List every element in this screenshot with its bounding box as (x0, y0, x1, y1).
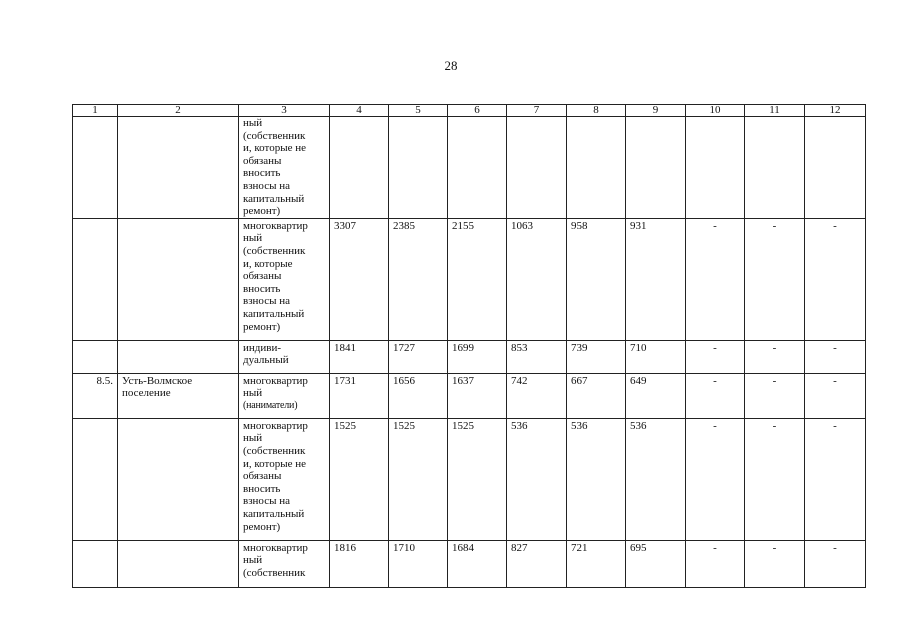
housing-type-line: дуальный (243, 354, 289, 367)
housing-type-line: ный (243, 117, 263, 129)
settlement-cell (118, 340, 239, 373)
housing-type-line: вносить (243, 167, 281, 180)
housing-type-cell (239, 218, 330, 340)
row-number-cell (73, 218, 118, 340)
housing-type-line: ный (243, 554, 263, 567)
housing-type-line: капитальный (243, 307, 305, 320)
value-cell: 710 (626, 340, 686, 373)
value-cell: 667 (567, 373, 626, 418)
value-cell: 536 (626, 418, 686, 540)
housing-type-line: взносы на (243, 295, 290, 308)
dash-cell: - (805, 218, 866, 340)
dash-cell: - (686, 218, 745, 340)
tariff-table (72, 104, 866, 588)
housing-type-line: ремонт) (243, 320, 281, 333)
housing-type-line: индиви- (243, 341, 282, 354)
dash-cell: - (745, 340, 805, 373)
value-cell: 827 (507, 540, 567, 587)
housing-type-cell (239, 340, 330, 373)
header-cell: 11 (745, 105, 805, 117)
header-cell: 6 (448, 105, 507, 117)
value-cell: 1525 (330, 418, 389, 540)
value-cell: 1727 (389, 340, 448, 373)
housing-type-line: многоквартир (243, 374, 308, 387)
dash-cell: - (745, 218, 805, 340)
value-cell: 958 (567, 218, 626, 340)
dash-cell: - (745, 418, 805, 540)
value-cell (448, 117, 507, 219)
housing-type-line: обязаны (243, 270, 282, 283)
table-row (73, 340, 866, 373)
housing-type-cell (239, 117, 330, 219)
page-number: 28 (444, 58, 458, 73)
value-cell: 1699 (448, 340, 507, 373)
housing-type-line: и, которые (243, 257, 293, 270)
housing-type-line: взносы на (243, 179, 290, 192)
value-cell: 1637 (448, 373, 507, 418)
housing-type-line: вносить (243, 482, 281, 495)
dash-cell: - (745, 540, 805, 587)
housing-type-cell (239, 540, 330, 587)
housing-type-line: многоквартир (243, 219, 308, 232)
dash-cell: - (805, 340, 866, 373)
settlement-cell (118, 418, 239, 540)
dash-cell: - (686, 340, 745, 373)
housing-type-cell (239, 418, 330, 540)
value-cell: 3307 (330, 218, 389, 340)
value-cell (507, 117, 567, 219)
value-cell: 1816 (330, 540, 389, 587)
housing-type-cell (239, 373, 330, 418)
housing-type-line: капитальный (243, 192, 305, 205)
housing-type-line: многоквартир (243, 541, 308, 554)
housing-type-line: обязаны (243, 470, 282, 483)
housing-type-line: (собственник (243, 566, 306, 579)
value-cell: 739 (567, 340, 626, 373)
settlement-cell: Усть-Волмское поселение (118, 373, 239, 418)
header-cell: 5 (389, 105, 448, 117)
dash-cell (686, 117, 745, 219)
row-number-cell (73, 540, 118, 587)
settlement-cell (118, 540, 239, 587)
housing-type-line: вносить (243, 282, 281, 295)
table-row (73, 117, 866, 219)
row-number-cell (73, 340, 118, 373)
value-cell: 536 (507, 418, 567, 540)
dash-cell: - (686, 418, 745, 540)
settlement-cell (118, 218, 239, 340)
value-cell: 1684 (448, 540, 507, 587)
dash-cell (745, 117, 805, 219)
value-cell: 1710 (389, 540, 448, 587)
row-number-cell: 8.5. (73, 373, 118, 418)
header-cell: 9 (626, 105, 686, 117)
value-cell: 721 (567, 540, 626, 587)
table-row (73, 373, 866, 418)
header-cell: 4 (330, 105, 389, 117)
value-cell: 742 (507, 373, 567, 418)
value-cell: 2385 (389, 218, 448, 340)
value-cell (389, 117, 448, 219)
housing-type-line: обязаны (243, 154, 282, 167)
header-cell: 1 (73, 105, 118, 117)
settlement-cell (118, 117, 239, 219)
value-cell: 1525 (448, 418, 507, 540)
housing-type-line: (собственник (243, 444, 306, 457)
housing-type-line: ный (243, 432, 263, 445)
table-row (73, 418, 866, 540)
header-cell: 8 (567, 105, 626, 117)
housing-type-line: ремонт) (243, 520, 281, 533)
dash-cell: - (686, 540, 745, 587)
housing-type-line: ный (243, 387, 263, 400)
header-cell: 3 (239, 105, 330, 117)
value-cell (330, 117, 389, 219)
housing-type-line: взносы на (243, 495, 290, 508)
value-cell: 1525 (389, 418, 448, 540)
value-cell: 931 (626, 218, 686, 340)
header-cell: 7 (507, 105, 567, 117)
row-number-cell (73, 117, 118, 219)
value-cell: 1841 (330, 340, 389, 373)
dash-cell: - (805, 373, 866, 418)
header-row (73, 105, 866, 117)
value-cell: 1063 (507, 218, 567, 340)
housing-type-line: и, которые не (243, 142, 306, 155)
housing-type-line: ремонт) (243, 205, 281, 218)
dash-cell (805, 117, 866, 219)
value-cell: 1731 (330, 373, 389, 418)
value-cell: 1656 (389, 373, 448, 418)
value-cell: 695 (626, 540, 686, 587)
value-cell: 536 (567, 418, 626, 540)
housing-type-line: и, которые не (243, 457, 306, 470)
header-cell: 12 (805, 105, 866, 117)
header-cell: 2 (118, 105, 239, 117)
row-number-cell (73, 418, 118, 540)
value-cell: 2155 (448, 218, 507, 340)
housing-type-line: ный (243, 232, 263, 245)
dash-cell: - (805, 418, 866, 540)
housing-type-line: капитальный (243, 507, 305, 520)
housing-type-line: (собственник (243, 129, 306, 142)
dash-cell: - (745, 373, 805, 418)
value-cell: 649 (626, 373, 686, 418)
dash-cell: - (805, 540, 866, 587)
housing-type-line: (собственник (243, 244, 306, 257)
housing-type-line: многоквартир (243, 419, 308, 432)
table-row (73, 540, 866, 587)
value-cell: 853 (507, 340, 567, 373)
dash-cell: - (686, 373, 745, 418)
housing-type-line: (наниматели) (243, 399, 298, 411)
header-cell: 10 (686, 105, 745, 117)
value-cell (567, 117, 626, 219)
table-row (73, 218, 866, 340)
value-cell (626, 117, 686, 219)
